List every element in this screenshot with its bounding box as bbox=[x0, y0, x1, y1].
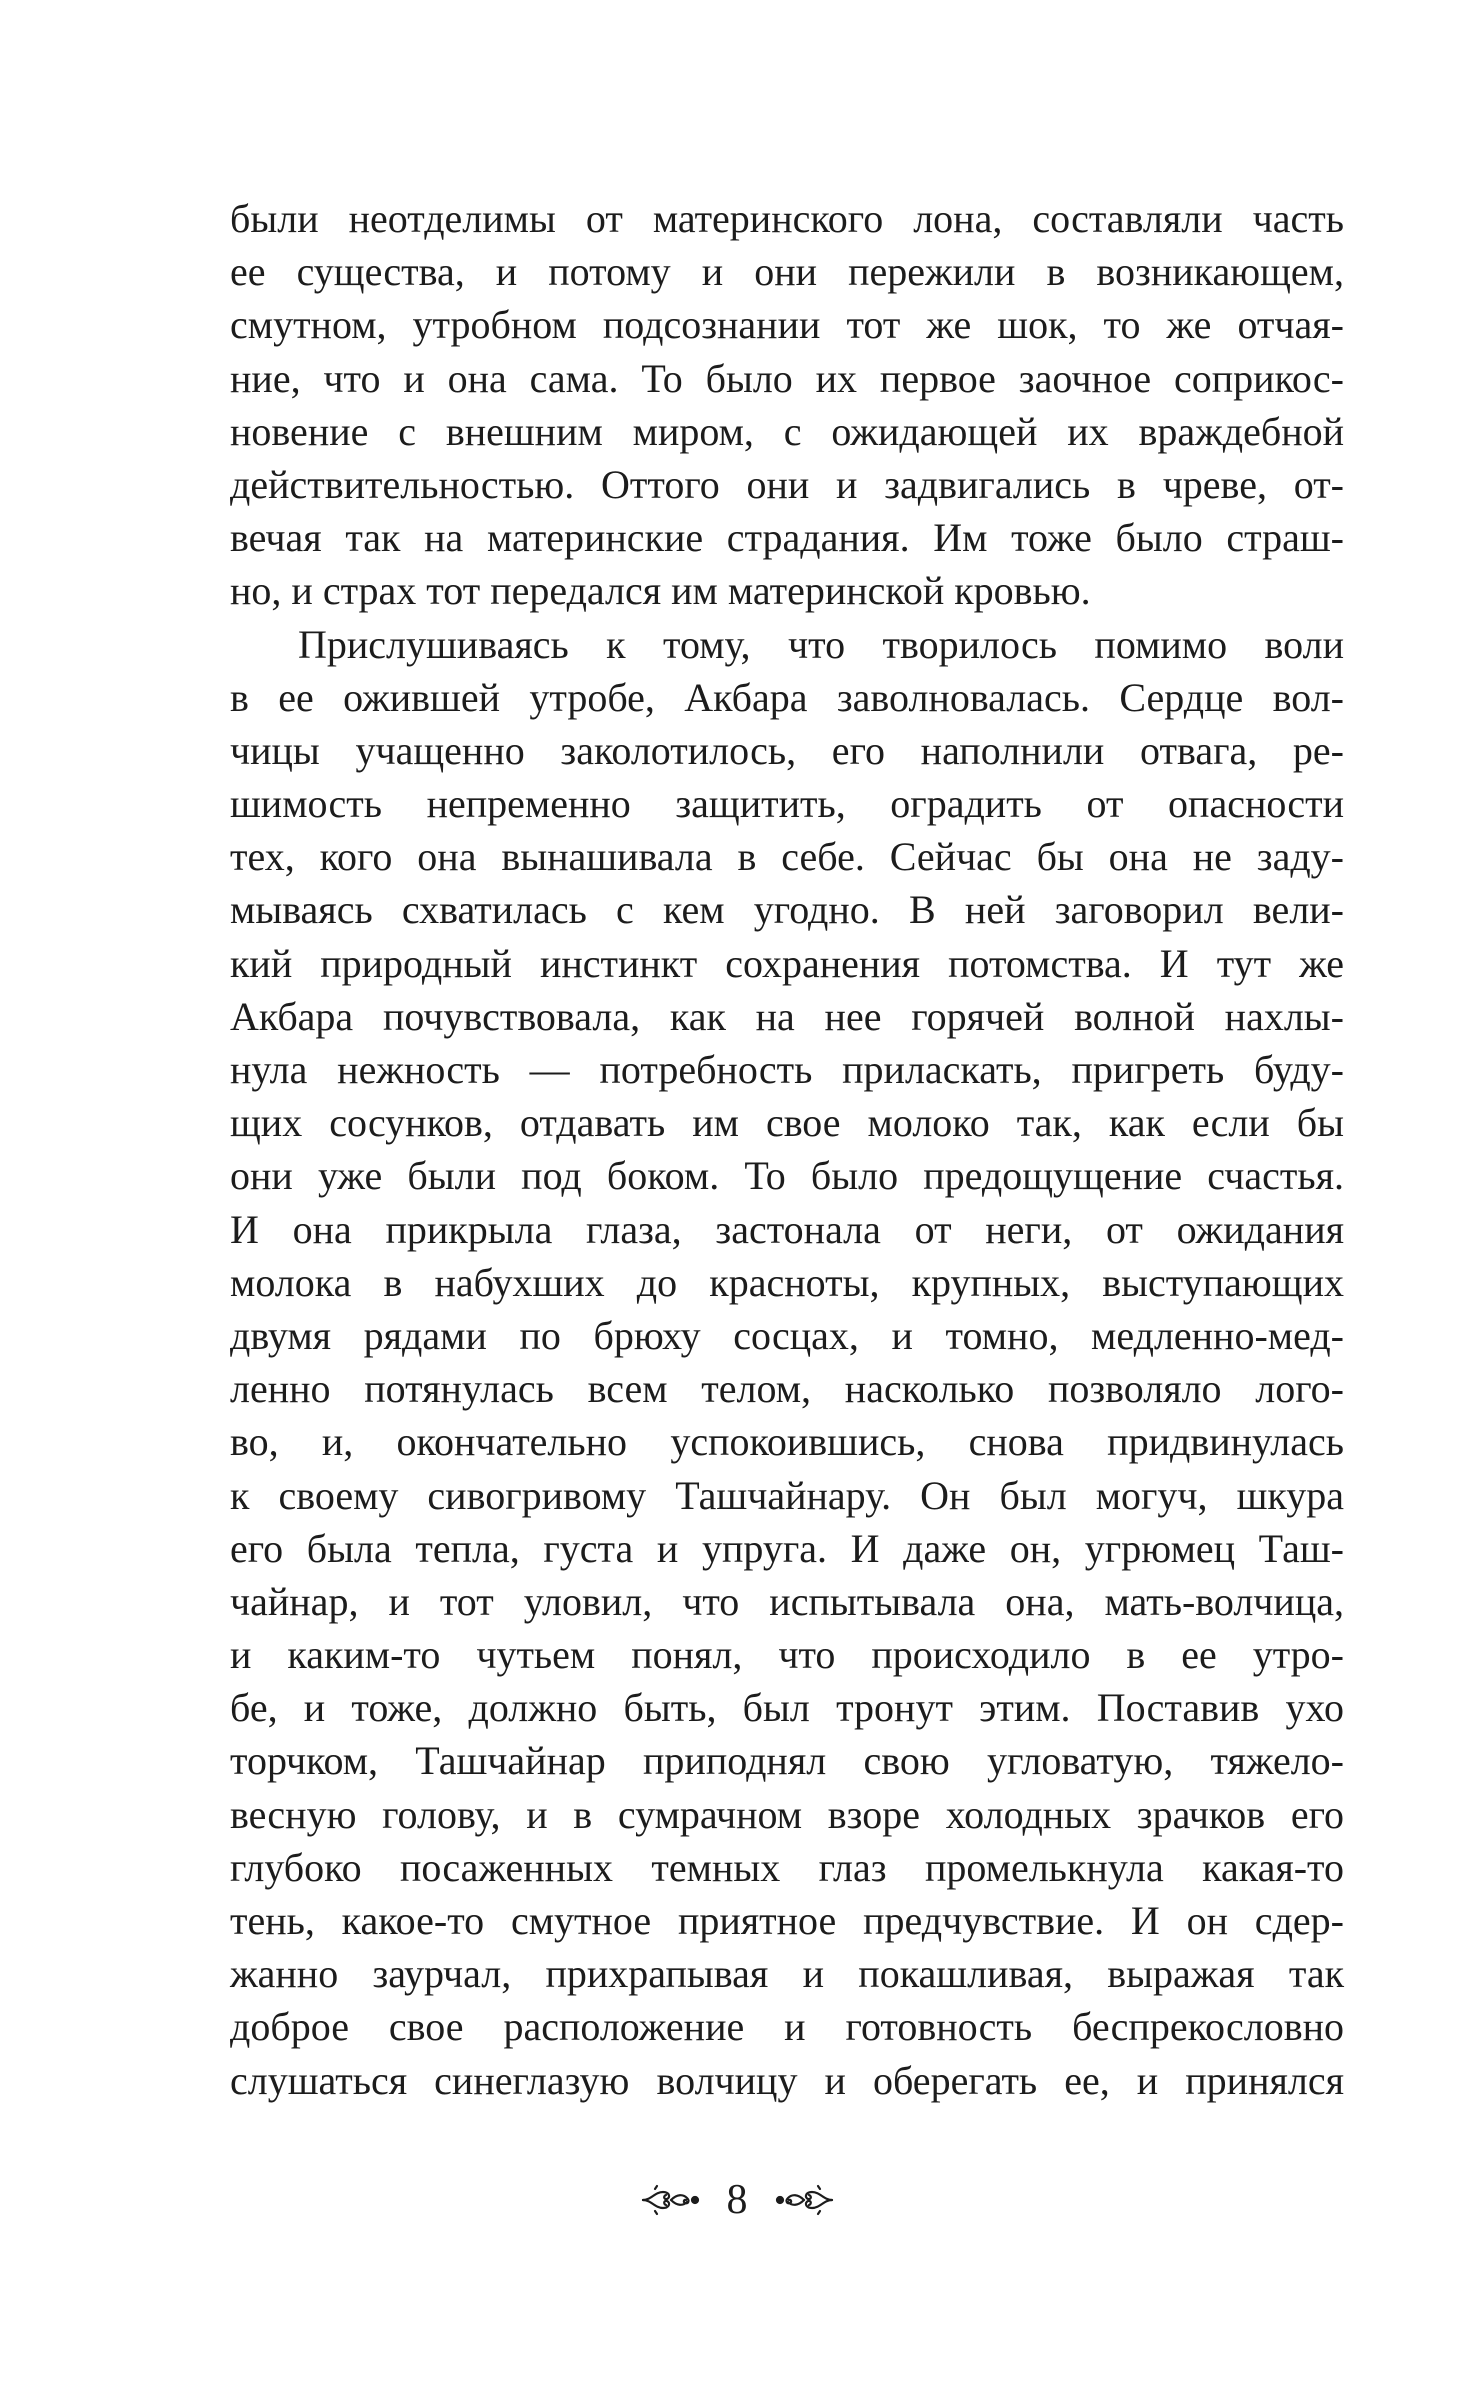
text-line: ленно потянулась всем телом, насколько позволяло лого- bbox=[230, 1366, 1344, 1412]
text-line: чицы учащенно заколотилось, его наполнили отвага, ре- bbox=[230, 727, 1344, 773]
text-line: но, и страх тот передался им материнской кровью. bbox=[230, 568, 1091, 614]
text-line: действительностью. Оттого они и задвигались в чреве, от- bbox=[230, 461, 1344, 507]
text-line: новение с внешним миром, с ожидающей их враждебной bbox=[230, 408, 1344, 454]
text-line: ние, что и она сама. То было их первое заочное соприкос- bbox=[230, 355, 1344, 401]
text-line: И она прикрыла глаза, застонала от неги, от ожидания bbox=[230, 1206, 1344, 1252]
page-number: 8 bbox=[726, 2177, 748, 2223]
paragraph-1 bbox=[230, 192, 1344, 618]
text-line: Прислушиваясь к тому, что творилось помимо воли bbox=[298, 621, 1344, 667]
text-line: весную голову, и в сумрачном взоре холодных зрачков его bbox=[230, 1791, 1344, 1837]
book-page-text bbox=[230, 192, 1344, 2107]
text-line: смутном, утробном подсознании тот же шок, то же отчая- bbox=[230, 302, 1344, 348]
text-line: щих сосунков, отдавать им свое молоко так, как если бы bbox=[230, 1100, 1344, 1146]
text-line: шимость непременно защитить, оградить от опасности bbox=[230, 781, 1344, 827]
text-line: его была тепла, густа и упруга. И даже он, угрюмец Таш- bbox=[230, 1525, 1344, 1571]
text-line: двумя рядами по брюху сосцах, и томно, медленно-мед- bbox=[230, 1312, 1344, 1358]
text-line: Акбара почувствовала, как на нее горячей волной нахлы- bbox=[230, 993, 1344, 1039]
text-line: были неотделимы от материнского лона, составляли часть bbox=[230, 196, 1344, 241]
page-footer bbox=[0, 2170, 1474, 2230]
paragraph-2 bbox=[230, 618, 1344, 2107]
vine-ornament-left-icon bbox=[639, 2183, 701, 2217]
text-line: молока в набухших до красноты, крупных, выступающих bbox=[230, 1259, 1344, 1305]
text-line: нула нежность — потребность приласкать, пригреть буду- bbox=[230, 1047, 1344, 1092]
text-line: чайнар, и тот уловил, что испытывала она, мать-волчица, bbox=[230, 1578, 1344, 1624]
text-line: бе, и тоже, должно быть, был тронут этим. Поставив ухо bbox=[230, 1685, 1344, 1731]
text-line: ее существа, и потому и они пережили в возникающем, bbox=[230, 249, 1344, 295]
text-line: торчком, Ташчайнар приподнял свою угловатую, тяжело- bbox=[230, 1738, 1344, 1784]
text-line: тень, какое-то смутное приятное предчувствие. И он сдер- bbox=[230, 1898, 1344, 1943]
text-line: кий природный инстинкт сохранения потомства. И тут же bbox=[230, 940, 1344, 986]
text-line: тех, кого она вынашивала в себе. Сейчас бы она не заду- bbox=[230, 834, 1344, 880]
text-line: к своему сивогривому Ташчайнару. Он был могуч, шкура bbox=[230, 1472, 1344, 1518]
text-line: и каким-то чутьем понял, что происходило в ее утро- bbox=[230, 1632, 1344, 1678]
text-line: глубоко посаженных темных глаз промелькнула какая-то bbox=[230, 1844, 1344, 1890]
vine-ornament-right-icon bbox=[774, 2183, 836, 2217]
text-line: жанно заурчал, прихрапывая и покашливая, выражая так bbox=[230, 1951, 1344, 1997]
text-line: в ее ожившей утробе, Акбара заволновалась. Сердце вол- bbox=[230, 674, 1344, 720]
text-line: они уже были под боком. То было предощущение счастья. bbox=[230, 1153, 1344, 1199]
text-line: слушаться синеглазую волчицу и оберегать ее, и принялся bbox=[230, 2057, 1344, 2103]
text-line: во, и, окончательно успокоившись, снова придвинулась bbox=[230, 1419, 1344, 1465]
text-line: вечая так на материнские страдания. Им тоже было страш- bbox=[230, 515, 1344, 561]
text-line: мываясь схватилась с кем угодно. В ней заговорил вели- bbox=[230, 887, 1344, 933]
text-line: доброе свое расположение и готовность беспрекословно bbox=[230, 2004, 1344, 2050]
